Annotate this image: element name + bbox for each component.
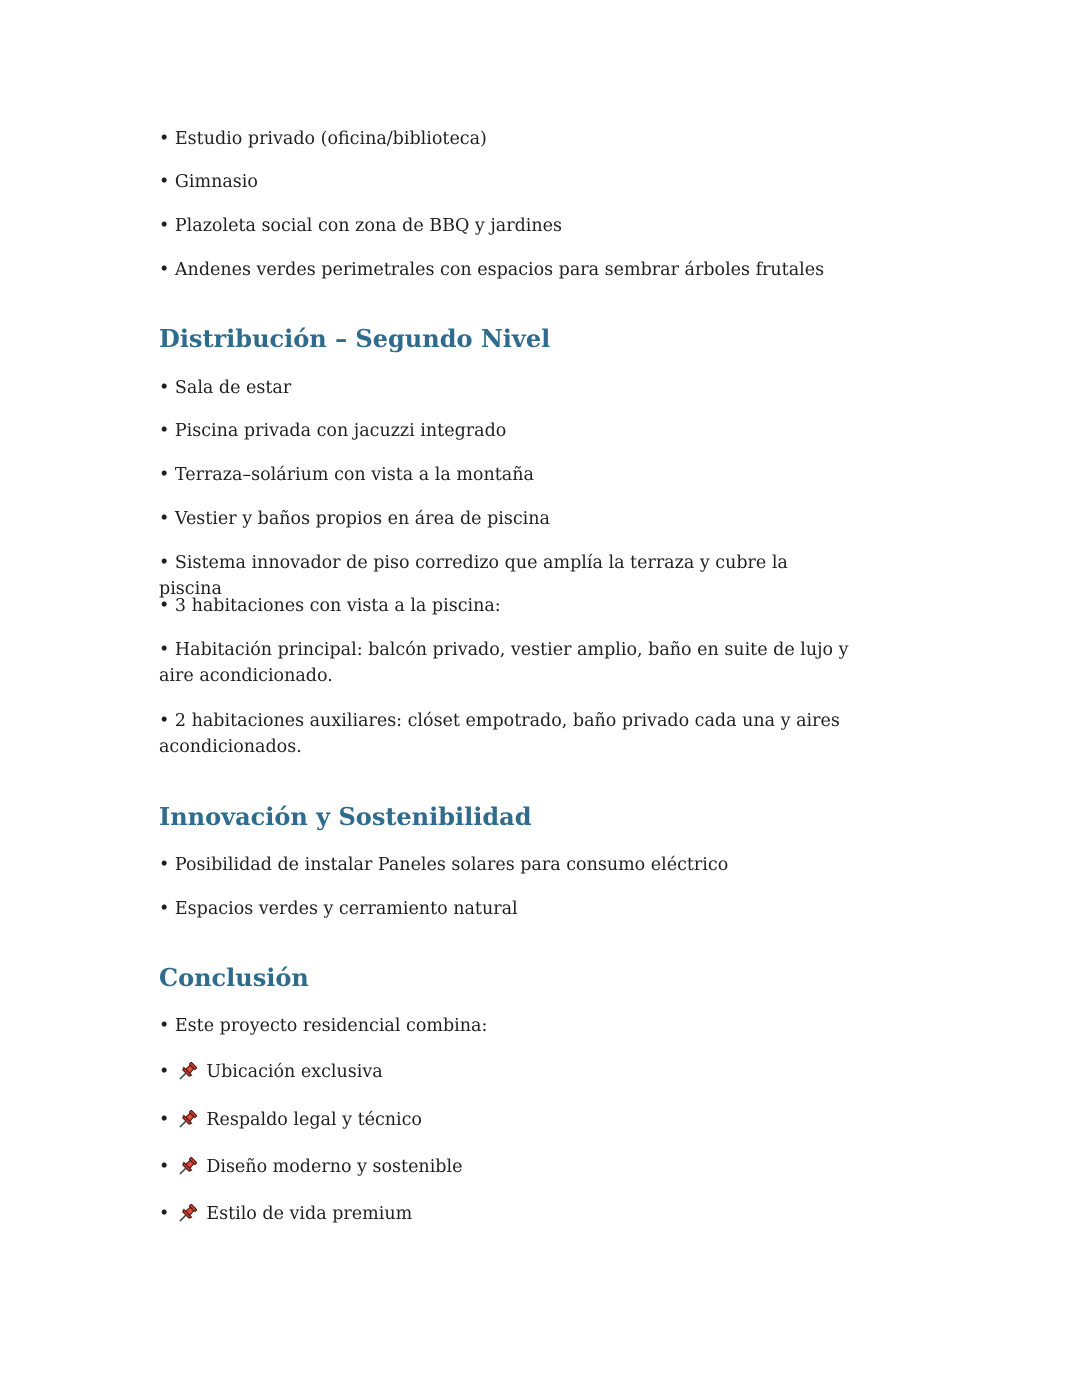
bullet: • — [159, 553, 170, 573]
list-item-text: Estilo de vida premium — [206, 1204, 413, 1224]
bullet: • — [159, 855, 170, 875]
section-heading-segundo-nivel: Distribución – Segundo Nivel — [159, 324, 551, 353]
bullet: • — [159, 1204, 170, 1224]
list-item-text: Plazoleta social con zona de BBQ y jardines — [174, 216, 562, 236]
pushpin-icon — [175, 1060, 199, 1084]
section-heading-innovacion: Innovación y Sostenibilidad — [159, 802, 532, 831]
bullet: • — [159, 899, 170, 919]
list-item-text: 2 habitaciones auxiliares: clóset empotrado, baño privado cada una y aires acondicionados. — [159, 711, 840, 757]
list-item-text: Ubicación exclusiva — [206, 1062, 383, 1082]
pushpin-icon — [175, 1155, 199, 1179]
list-item-text: Gimnasio — [174, 172, 258, 192]
list-item-text: Posibilidad de instalar Paneles solares para consumo eléctrico — [174, 855, 729, 875]
list-item — [159, 1107, 422, 1133]
list-item — [159, 506, 849, 532]
bullet: • — [159, 1110, 170, 1130]
list-item — [159, 257, 849, 283]
list-item — [159, 1154, 462, 1180]
list-item — [159, 462, 849, 488]
bullet: • — [159, 1157, 170, 1177]
list-item-text: Sala de estar — [174, 378, 292, 398]
list-item-text: Estudio privado (oficina/biblioteca) — [174, 129, 487, 149]
bullet: • — [159, 129, 170, 149]
list-item-text: Respaldo legal y técnico — [206, 1110, 422, 1130]
list-item-text: Este proyecto residencial combina: — [174, 1016, 488, 1036]
list-item — [159, 1059, 383, 1085]
bullet: • — [159, 509, 170, 529]
bullet: • — [159, 421, 170, 441]
list-item-text: Andenes verdes perimetrales con espacios para sembrar árboles frutales — [174, 260, 825, 280]
list-item — [159, 896, 849, 922]
list-item — [159, 1201, 412, 1227]
bullet: • — [159, 1016, 170, 1036]
bullet: • — [159, 465, 170, 485]
list-item-text: Vestier y baños propios en área de piscina — [174, 509, 550, 529]
pushpin-icon — [175, 1202, 199, 1226]
list-item — [159, 708, 849, 760]
list-item-text: Sistema innovador de piso corredizo que amplía la terraza y cubre la piscina — [159, 553, 788, 599]
list-item-text: Diseño moderno y sostenible — [206, 1157, 463, 1177]
list-item — [159, 169, 849, 195]
list-item — [159, 1013, 849, 1039]
bullet: • — [159, 260, 170, 280]
list-item — [159, 418, 849, 444]
list-item — [159, 852, 849, 878]
list-item-text: Espacios verdes y cerramiento natural — [174, 899, 518, 919]
list-item-text: Habitación principal: balcón privado, vestier amplio, baño en suite de lujo y aire acondicionado. — [159, 640, 849, 686]
list-item-text: Terraza–solárium con vista a la montaña — [174, 465, 534, 485]
bullet: • — [159, 172, 170, 192]
list-item — [159, 375, 849, 401]
list-item — [159, 213, 849, 239]
list-item — [159, 126, 849, 152]
bullet: • — [159, 640, 170, 660]
list-item-text: Piscina privada con jacuzzi integrado — [174, 421, 507, 441]
bullet: • — [159, 596, 170, 616]
list-item — [159, 593, 849, 619]
bullet: • — [159, 1062, 170, 1082]
bullet: • — [159, 711, 170, 731]
list-item — [159, 637, 849, 689]
bullet: • — [159, 216, 170, 236]
list-item-text: 3 habitaciones con vista a la piscina: — [174, 596, 501, 616]
pushpin-icon — [175, 1108, 199, 1132]
section-heading-conclusion: Conclusión — [159, 963, 309, 992]
bullet: • — [159, 378, 170, 398]
